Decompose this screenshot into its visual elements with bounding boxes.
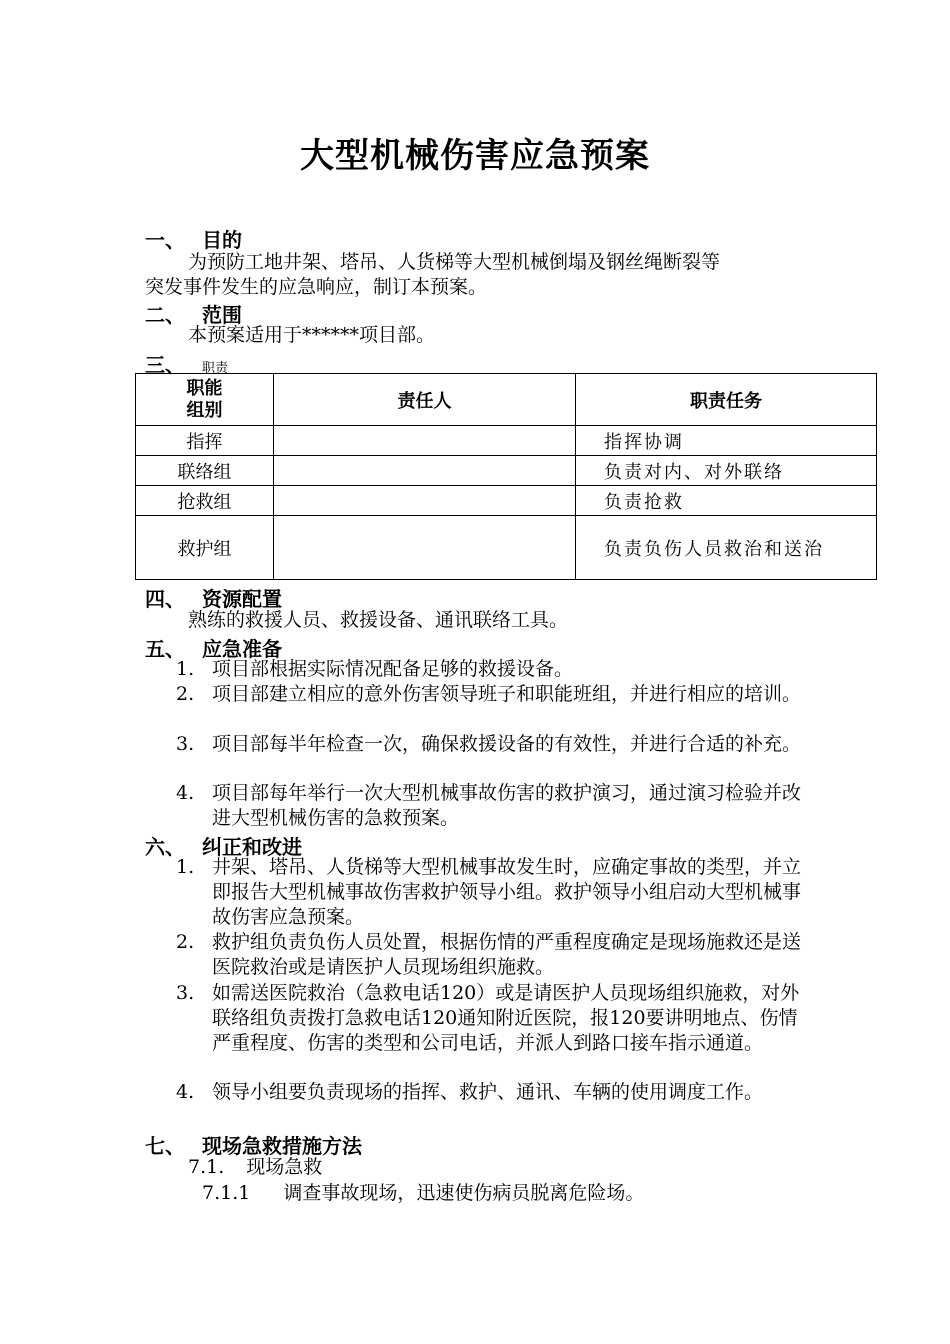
list-text: 项目部每年举行一次大型机械事故伤害的救护演习，通过演习检验并改进大型机械伤害的急救预案。 <box>212 782 802 829</box>
section-number: 六、 <box>145 835 185 859</box>
list-item <box>176 981 816 1056</box>
list-number: 4. <box>176 782 195 804</box>
cell-group: 抢救组 <box>136 486 274 516</box>
section-title: 资源配置 <box>202 587 282 611</box>
list-number: 3. <box>176 733 195 755</box>
header-group-line: 组别 <box>186 399 223 421</box>
list-item <box>176 855 816 930</box>
list-text: 领导小组要负责现场的指挥、救护、通讯、车辆的使用调度工作。 <box>212 1081 764 1103</box>
section-number: 七、 <box>145 1134 185 1158</box>
table-row <box>136 456 877 486</box>
paragraph-line: 为预防工地井架、塔吊、人货梯等大型机械倒塌及钢丝绳断裂等 <box>188 251 721 273</box>
section-heading-purpose <box>145 224 242 253</box>
subsection-title: 现场急救 <box>246 1156 323 1178</box>
header-person: 责任人 <box>274 374 576 426</box>
subsection-7-1-1 <box>202 1181 644 1206</box>
cell-duty: 指挥协调 <box>576 426 877 456</box>
section-number: 一、 <box>145 228 185 252</box>
section-title: 应急准备 <box>202 637 282 661</box>
list-number: 2. <box>176 683 195 705</box>
subsection-number: 7.1.1 <box>202 1182 251 1204</box>
table-row <box>136 486 877 516</box>
cell-duty: 负责对内、对外联络 <box>576 456 877 486</box>
section-number: 三、 <box>145 353 185 377</box>
section-number: 五、 <box>145 637 185 661</box>
cell-person <box>274 426 576 456</box>
paragraph: 熟练的救援人员、救援设备、通讯联络工具。 <box>188 609 569 631</box>
paragraph: 本预案适用于******项目部。 <box>188 324 436 346</box>
cell-group: 指挥 <box>136 426 274 456</box>
subsection-7-1 <box>188 1155 322 1180</box>
cell-group: 联络组 <box>136 456 274 486</box>
subsection-number: 7.1. <box>188 1156 225 1178</box>
section-number: 二、 <box>145 303 185 327</box>
list-number: 3. <box>176 982 195 1004</box>
section-title: 范围 <box>202 303 242 327</box>
list-number: 1. <box>176 658 195 680</box>
cell-person <box>274 486 576 516</box>
header-duty: 职责任务 <box>576 374 877 426</box>
header-group <box>136 374 274 426</box>
section-number: 四、 <box>145 587 185 611</box>
table-row <box>136 516 877 580</box>
section-title: 目的 <box>202 228 242 252</box>
paragraph-line: 突发事件发生的应急响应，制订本预案。 <box>145 276 488 298</box>
list-number: 4. <box>176 1081 195 1103</box>
cell-duty: 负责抢救 <box>576 486 877 516</box>
list-item <box>176 930 816 980</box>
document-title: 大型机械伤害应急预案 <box>300 136 650 176</box>
list-number: 2. <box>176 931 195 953</box>
list-text: 如需送医院救治（急救电话120）或是请医护人员现场组织施救，对外联络组负责拨打急救电话120通知附近医院，报120要讲明地点、伤情严重程度、伤害的类型和公司电话，并派人到路口接车指示通道。 <box>212 982 800 1054</box>
table-row <box>136 426 877 456</box>
list-item <box>176 657 816 682</box>
list-text: 救护组负责负伤人员处置，根据伤情的严重程度确定是现场施救还是送医院救治或是请医护人员现场组织施救。 <box>212 931 802 978</box>
list-item <box>176 781 816 831</box>
cell-person <box>274 516 576 580</box>
table-header-row <box>136 374 877 426</box>
section-title: 纠正和改进 <box>202 835 302 859</box>
section-title: 现场急救措施方法 <box>202 1134 362 1158</box>
cell-group: 救护组 <box>136 516 274 580</box>
section-title: 职责 <box>202 361 229 376</box>
cell-duty: 负责负伤人员救治和送治 <box>576 516 877 580</box>
list-item <box>176 1080 816 1105</box>
list-text: 井架、塔吊、人货梯等大型机械事故发生时，应确定事故的类型，并立即报告大型机械事故伤害救护领导小组。救护领导小组启动大型机械事故伤害应急预案。 <box>212 856 802 928</box>
list-item <box>176 682 816 707</box>
list-text: 项目部建立相应的意外伤害领导班子和职能班组，并进行相应的培训。 <box>212 683 802 705</box>
duty-table <box>135 373 877 580</box>
list-item <box>176 732 816 757</box>
header-group-line: 职能 <box>186 377 223 399</box>
list-text: 项目部根据实际情况配备足够的救援设备。 <box>212 658 574 680</box>
subsection-text: 调查事故现场，迅速使伤病员脱离危险场。 <box>283 1182 645 1204</box>
list-text: 项目部每半年检查一次，确保救援设备的有效性，并进行合适的补充。 <box>212 733 802 755</box>
list-number: 1. <box>176 856 195 878</box>
cell-person <box>274 456 576 486</box>
